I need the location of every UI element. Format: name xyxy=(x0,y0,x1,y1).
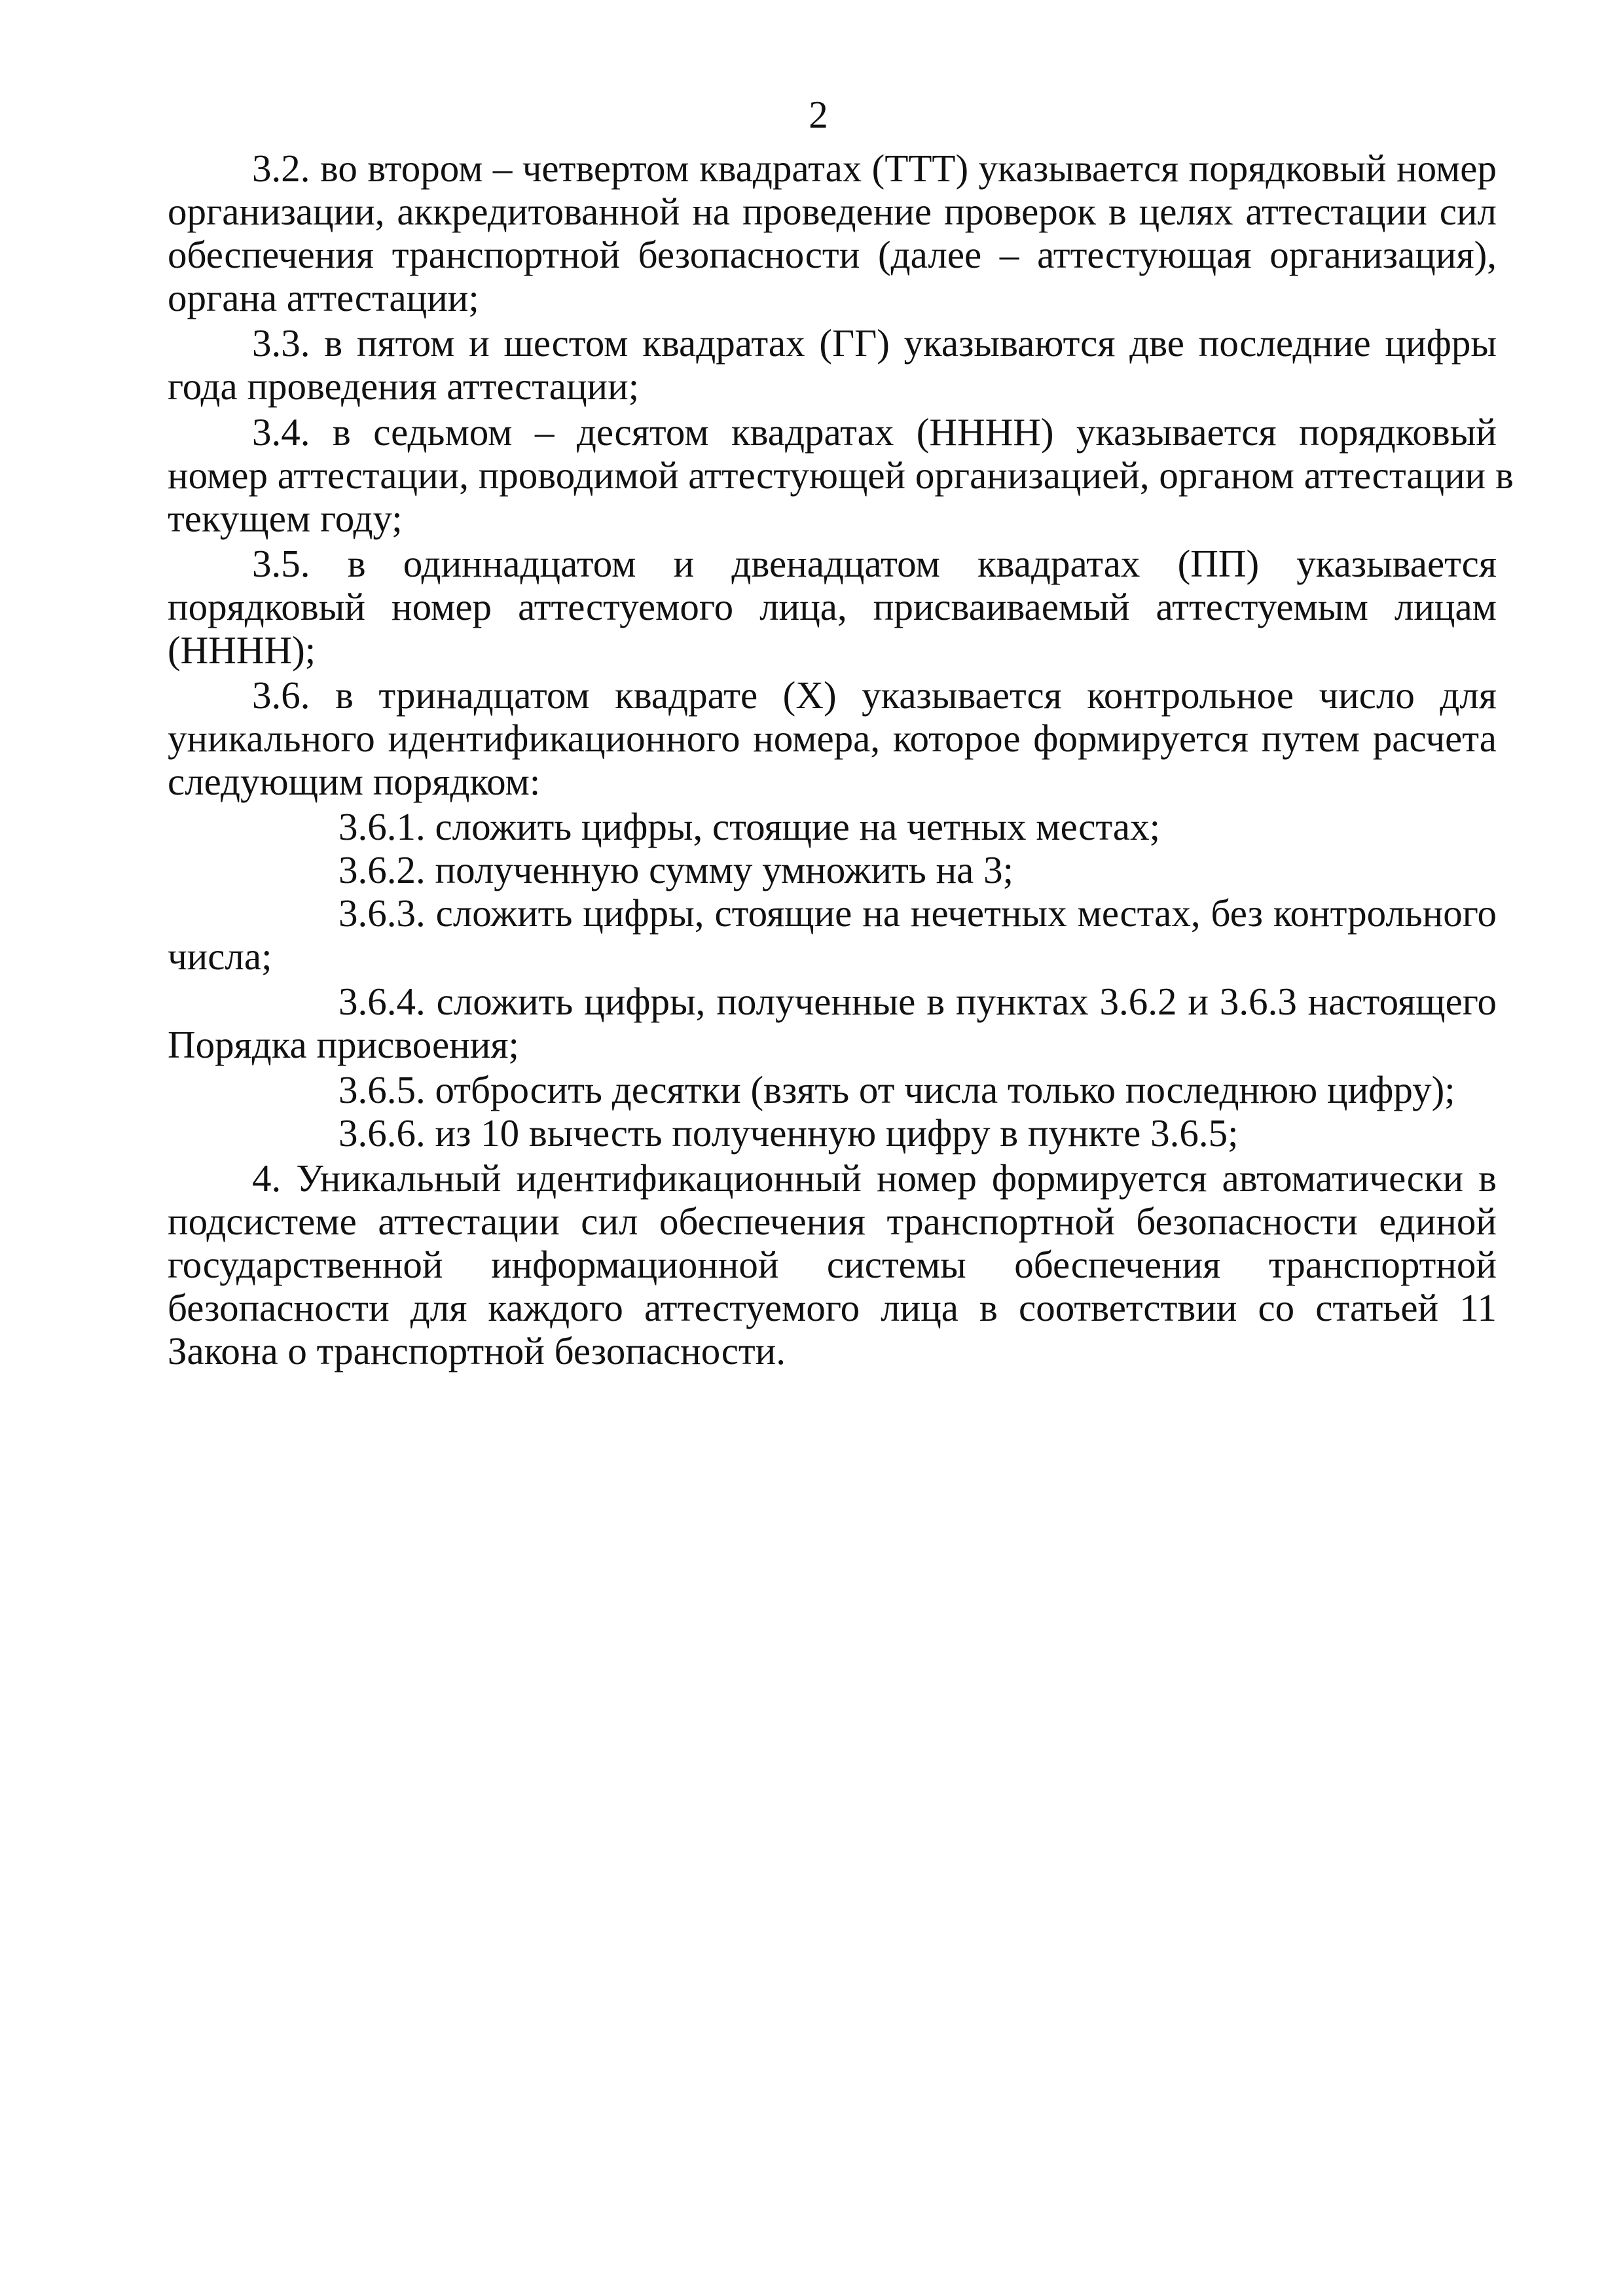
text-line: 3.6.5. отбросить десятки (взять от числа только последнюю цифру); xyxy=(338,1068,1455,1111)
text-line: органа аттестации; xyxy=(168,276,479,319)
text-line: 3.5. в одиннадцатом и двенадцатом квадратах (ПП) указывается xyxy=(252,542,1497,585)
text-line: номер аттестации, проводимой аттестующей организацией, органом аттестации в xyxy=(168,454,1514,497)
text-line: 3.3. в пятом и шестом квадратах (ГГ) указываются две последние цифры xyxy=(252,321,1497,365)
text-line: безопасности для каждого аттестуемого лица в соответствии со статьей 11 xyxy=(168,1286,1497,1329)
text-line: (НННН); xyxy=(168,628,316,672)
text-line: 4. Уникальный идентификационный номер формируется автоматически в xyxy=(252,1157,1497,1200)
text-line: 3.4. в седьмом – десятом квадратах (НННН) указывается порядковый xyxy=(252,410,1497,454)
text-line: 3.6.6. из 10 вычесть полученную цифру в пункте 3.6.5; xyxy=(338,1111,1239,1155)
text-line: Закона о транспортной безопасности. xyxy=(168,1329,786,1372)
text-line: 3.6.4. сложить цифры, полученные в пунктах 3.6.2 и 3.6.3 настоящего xyxy=(338,980,1497,1023)
text-line: государственной информационной системы обеспечения транспортной xyxy=(168,1243,1497,1286)
text-line: Порядка присвоения; xyxy=(168,1023,519,1066)
text-line: года проведения аттестации; xyxy=(168,365,640,408)
text-line: подсистеме аттестации сил обеспечения транспортной безопасности единой xyxy=(168,1200,1497,1243)
text-line: числа; xyxy=(168,935,272,978)
page-number: 2 xyxy=(809,93,828,136)
text-line: следующим порядком: xyxy=(168,760,541,803)
text-line: порядковый номер аттестуемого лица, присваиваемый аттестуемым лицам xyxy=(168,585,1497,628)
text-line: обеспечения транспортной безопасности (далее – аттестующая организация), xyxy=(168,233,1497,276)
text-line: текущем году; xyxy=(168,497,403,540)
text-line: 3.6.2. полученную сумму умножить на 3; xyxy=(338,848,1013,891)
text-line: 3.6.3. сложить цифры, стоящие на нечетных местах, без контрольного xyxy=(338,891,1497,935)
text-line: 3.6. в тринадцатом квадрате (Х) указывается контрольное число для xyxy=(252,673,1497,717)
text-line: 3.2. во втором – четвертом квадратах (ТТТ) указывается порядковый номер xyxy=(252,147,1497,190)
text-line: уникального идентификационного номера, которое формируется путем расчета xyxy=(168,717,1497,760)
text-line: 3.6.1. сложить цифры, стоящие на четных местах; xyxy=(338,805,1160,848)
text-line: организации, аккредитованной на проведение проверок в целях аттестации сил xyxy=(168,190,1497,233)
